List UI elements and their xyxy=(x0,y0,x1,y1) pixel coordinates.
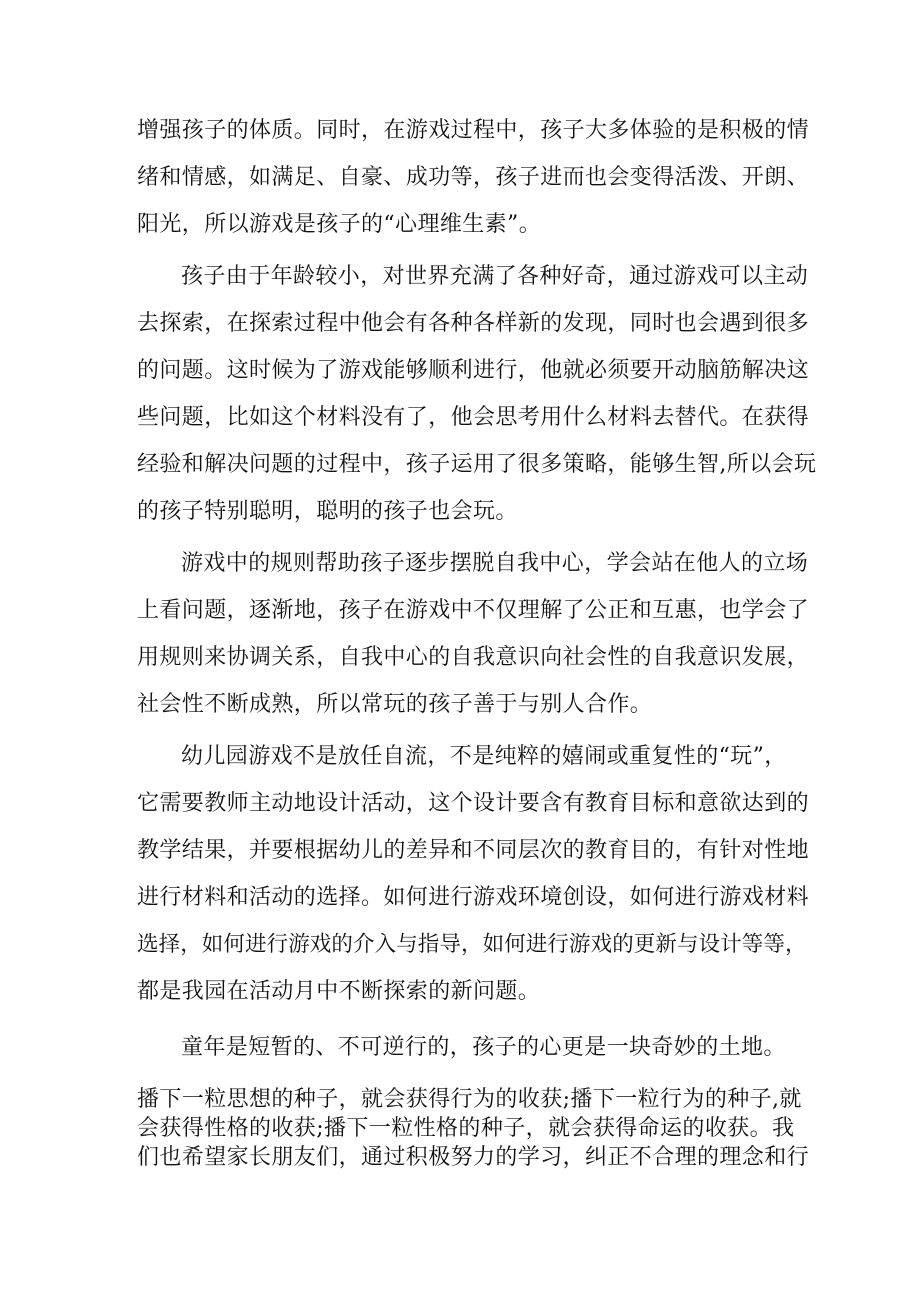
text-line: 的问题。这时候为了游戏能够顺利进行，他就必须要开动脑筋解决这 xyxy=(137,358,810,383)
text-line: 都是我园在活动月中不断探索的新问题。 xyxy=(137,979,541,1004)
text-line: 们也希望家长朋友们，通过积极努力的学习，纠正不合理的理念和行 xyxy=(137,1145,810,1170)
text-line: 阳光，所以游戏是孩子的“心理维生素”。 xyxy=(137,212,542,237)
text-line: 的孩子特别聪明，聪明的孩子也会玩。 xyxy=(137,499,518,524)
text-line: 用规则来协调关系，自我中心的自我意识向社会性的自我意识发展， xyxy=(137,645,810,670)
paragraph-first-line: 幼儿园游戏不是放任自流，不是纯粹的嬉闹或重复性的“玩”， xyxy=(181,744,787,769)
text-line: 进行材料和活动的选择。如何进行游戏环境创设，如何进行游戏材料 xyxy=(137,885,810,910)
text-line: 教学结果，并要根据幼儿的差异和不同层次的教育目的，有针对性地 xyxy=(137,838,810,863)
text-line: 会获得性格的收获;播下一粒性格的种子，就会获得命运的收获。我 xyxy=(137,1116,795,1141)
text-line: 选择，如何进行游戏的介入与指导，如何进行游戏的更新与设计等等， xyxy=(137,932,807,957)
text-line: 上看问题，逐渐地，孩子在游戏中不仅理解了公正和互惠，也学会了 xyxy=(137,598,810,623)
paragraph-first-line: 童年是短暂的、不可逆行的，孩子的心更是一块奇妙的土地。 xyxy=(181,1035,786,1060)
text-line: 增强孩子的体质。同时，在游戏过程中，孩子大多体验的是积极的情 xyxy=(137,118,810,143)
paragraph-first-line: 游戏中的规则帮助孩子逐步摆脱自我中心，学会站在他人的立场 xyxy=(181,551,809,576)
text-line: 去探索，在探索过程中他会有各种各样新的发现，同时也会遇到很多 xyxy=(137,311,810,336)
text-line: 播下一粒思想的种子，就会获得行为的收获;播下一粒行为的种子,就 xyxy=(137,1087,802,1112)
text-line: 经验和解决问题的过程中，孩子运用了很多策略，能够生智,所以会玩 xyxy=(137,452,817,477)
text-line: 社会性不断成熟，所以常玩的孩子善于与别人合作。 xyxy=(137,692,653,717)
text-line: 它需要教师主动地设计活动，这个设计要含有教育目标和意欲达到的 xyxy=(137,791,810,816)
text-line: 绪和情感，如满足、自豪、成功等，孩子进而也会变得活泼、开朗、 xyxy=(137,165,810,190)
paragraph-first-line: 孩子由于年龄较小，对世界充满了各种好奇，通过游戏可以主动 xyxy=(181,264,809,289)
text-line: 些问题，比如这个材料没有了，他会思考用什么材料去替代。在获得 xyxy=(137,405,810,430)
